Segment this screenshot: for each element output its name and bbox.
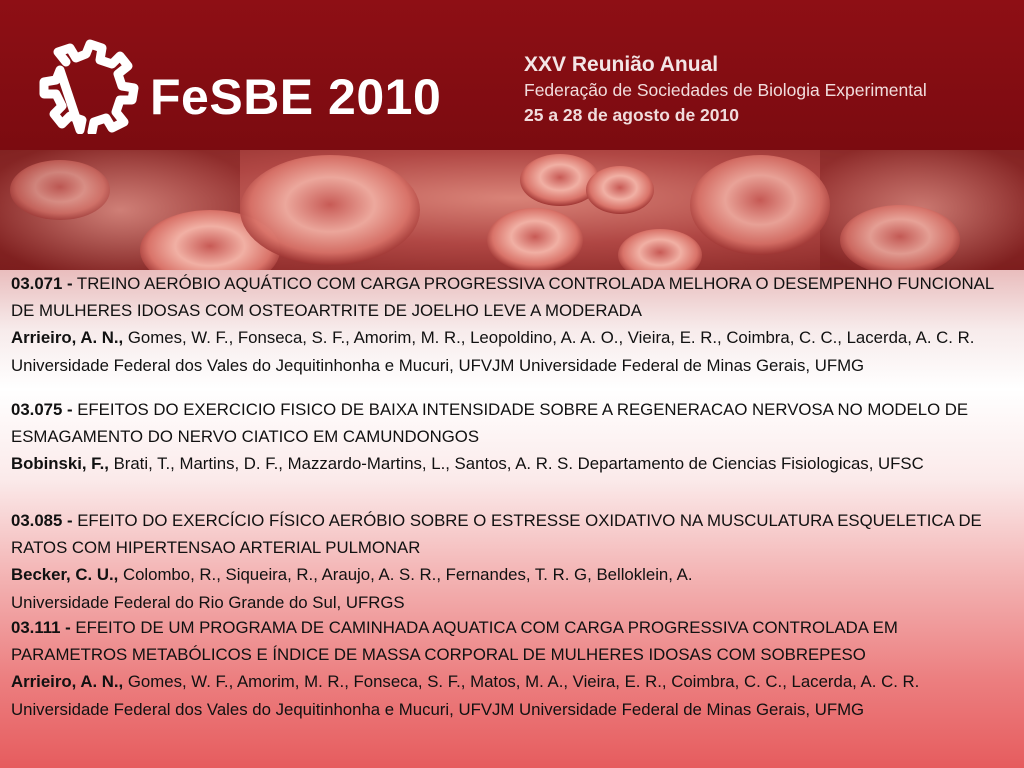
abstract-list [0,270,1024,768]
author-details: Gomes, W. F., Amorim, M. R., Fonseca, S. F., Matos, M. A., Vieira, E. R., Coimbra, C. C., Lacerda, A. C. R. [123,672,920,692]
abstract-entry [11,614,1011,723]
abstract-number: 03.085 - [11,511,73,530]
abstract-title: EFEITO DO EXERCÍCIO FÍSICO AERÓBIO SOBRE O ESTRESSE OXIDATIVO NA MUSCULATURA ESQUELETICA DE RATOS COM HIPERTENSAO ARTERIAL PULMONAR [11,511,982,558]
abstract-entry [11,270,1011,379]
abstract-number: 03.071 - [11,274,73,293]
author-details: Colombo, R., Siqueira, R., Araujo, A. S. R., Fernandes, T. R. G, Belloklein, A. [118,565,693,585]
affiliation: Universidade Federal do Rio Grande do Sul, UFRGS [11,592,405,612]
brand-title: FeSBE 2010 [150,69,442,125]
abstract-title: TREINO AERÓBIO AQUÁTICO COM CARGA PROGRESSIVA CONTROLADA MELHORA O DESEMPENHO FUNCIONAL DE MULHERES IDOSAS COM OSTEOARTRITE DE JOELHO LEVE A MODERADA [11,274,994,321]
abstract-number: 03.111 - [11,618,71,637]
header-banner [0,0,1024,150]
event-title: XXV Reunião Anual [524,53,719,76]
author-details: Brati, T., Martins, D. F., Mazzardo-Martins, L., Santos, A. R. S. Departamento de Ciencias Fisiologicas, UFSC [108,454,924,474]
lead-author: Bobinski, F., [11,454,109,474]
event-info [524,54,927,124]
fesbe-logo-icon [36,34,146,134]
author-details: Gomes, W. F., Fonseca, S. F., Amorim, M. R., Leopoldino, A. A. O., Vieira, E. R., Coimbra, C. C., Lacerda, A. C. R. Universidade Federal dos Vales do Jequitinhonha e Mucuri, UFVJM Universidade Federal de Minas Gerais, UFMG [11,328,975,375]
lead-author: Arrieiro, A. N., [11,672,124,692]
lead-author: Arrieiro, A. N., [11,328,124,348]
event-organization: Federação de Sociedades de Biologia Experimental [524,80,927,100]
abstract-entry [11,396,1011,478]
abstract-title: EFEITO DE UM PROGRAMA DE CAMINHADA AQUATICA COM CARGA PROGRESSIVA CONTROLADA EM PARAMETROS METABÓLICOS E ÍNDICE DE MASSA CORPORAL DE MULHERES IDOSAS COM SOBREPESO [11,618,898,665]
blood-cells-image [0,150,1024,270]
lead-author: Becker, C. U., [11,565,119,585]
affiliation: Universidade Federal dos Vales do Jequitinhonha e Mucuri, UFVJM Universidade Federal de Minas Gerais, UFMG [11,699,865,719]
event-dates: 25 a 28 de agosto de 2010 [524,104,739,125]
abstract-entry [11,507,1011,616]
micrograph-banner [0,150,1024,270]
abstract-number: 03.075 - [11,400,73,419]
abstract-title: EFEITOS DO EXERCICIO FISICO DE BAIXA INTENSIDADE SOBRE A REGENERACAO NERVOSA NO MODELO DE ESMAGAMENTO DO NERVO CIATICO EM CAMUNDONGOS [11,400,969,447]
